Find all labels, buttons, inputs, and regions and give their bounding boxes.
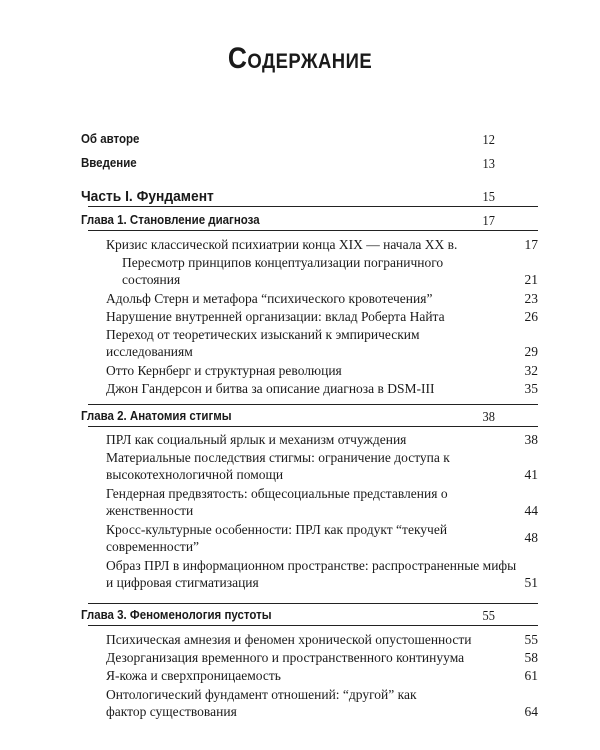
divider xyxy=(88,603,538,604)
toc-entry-page: 61 xyxy=(524,668,538,683)
toc-entry-page: 41 xyxy=(524,467,538,482)
divider xyxy=(88,404,538,405)
toc-entry-title: Гендерная предвзятость: общесоциальные представления о женственности xyxy=(106,486,448,518)
toc-entry-page: 26 xyxy=(524,309,538,324)
toc-entry-page: 48 xyxy=(524,530,538,545)
toc-entry-title: Введение xyxy=(80,156,137,170)
toc-entry-title: Образ ПРЛ в информационном пространстве: распространенные мифы и цифровая стигматизация xyxy=(106,558,517,590)
toc-entry-page: 15 xyxy=(482,189,495,204)
toc-entry-page: 64 xyxy=(524,704,538,719)
toc-entry-title: ПРЛ как социальный ярлык и механизм отчуждения xyxy=(106,432,407,447)
toc-entry-page: 23 xyxy=(524,291,538,306)
toc-entry-title: Часть I. Фундамент xyxy=(80,188,214,205)
page-title: Содержание xyxy=(227,42,373,75)
toc-entry-title: Психическая амнезия и феномен хронической опустошенности xyxy=(106,632,472,647)
divider xyxy=(88,230,538,231)
toc-entry-title: Онтологический фундамент отношений: “другой” как фактор существования xyxy=(106,687,417,719)
toc-entry-page: 29 xyxy=(524,344,538,359)
divider xyxy=(88,206,538,207)
toc-entry-page: 12 xyxy=(482,132,495,147)
toc-entry-title: Нарушение внутренней организации: вклад Роберта Найта xyxy=(106,309,445,324)
toc-entry-title: Я-кожа и сверхпроницаемость xyxy=(106,668,281,683)
toc-entry-title: Материальные последствия стигмы: ограничение доступа к высокотехнологичной помощи xyxy=(106,450,450,482)
toc-entry-title: Пересмотр принципов концептуализации пограничного состояния xyxy=(122,255,444,287)
toc-entry-title: Об авторе xyxy=(80,132,140,146)
toc-entry-title: Отто Кернберг и структурная революция xyxy=(106,363,342,378)
toc-entry-title: Джон Гандерсон и битва за описание диагноза в DSM-III xyxy=(106,381,435,396)
toc-entry-page: 21 xyxy=(524,272,538,287)
toc-entry-title: Дезорганизация временного и пространственного континуума xyxy=(106,650,465,665)
toc-entry-title: Глава 1. Становление диагноза xyxy=(80,213,260,227)
toc-entry-page: 55 xyxy=(482,608,495,623)
divider xyxy=(88,426,538,427)
toc-entry-page: 38 xyxy=(524,432,538,447)
toc-entry-page: 17 xyxy=(482,213,495,228)
toc-entry-title: Кризис классической психиатрии конца XIX — начала XX в. xyxy=(106,237,458,252)
toc-entry-page: 35 xyxy=(524,381,538,396)
divider xyxy=(88,625,538,626)
toc-entry-page: 58 xyxy=(524,650,538,665)
toc-entry-title: Кросс-культурные особенности: ПРЛ как продукт “текучей современности” xyxy=(106,522,448,554)
toc-entry-page: 38 xyxy=(482,409,495,424)
toc-entry-title: Адольф Стерн и метафора “психического кровотечения” xyxy=(106,291,433,306)
toc-entry-page: 44 xyxy=(524,503,538,518)
toc-entry-title: Переход от теоретических изысканий к эмпирическим исследованиям xyxy=(106,327,420,359)
toc-entry-page: 32 xyxy=(524,363,538,378)
toc-entry-page: 51 xyxy=(524,575,538,590)
toc-entry-title: Глава 3. Феноменология пустоты xyxy=(80,608,272,622)
toc-entry-page: 17 xyxy=(524,237,538,252)
toc-entry-title: Глава 2. Анатомия стигмы xyxy=(80,409,232,423)
toc-entry-page: 55 xyxy=(524,632,538,647)
toc-entry-page: 13 xyxy=(482,156,495,171)
